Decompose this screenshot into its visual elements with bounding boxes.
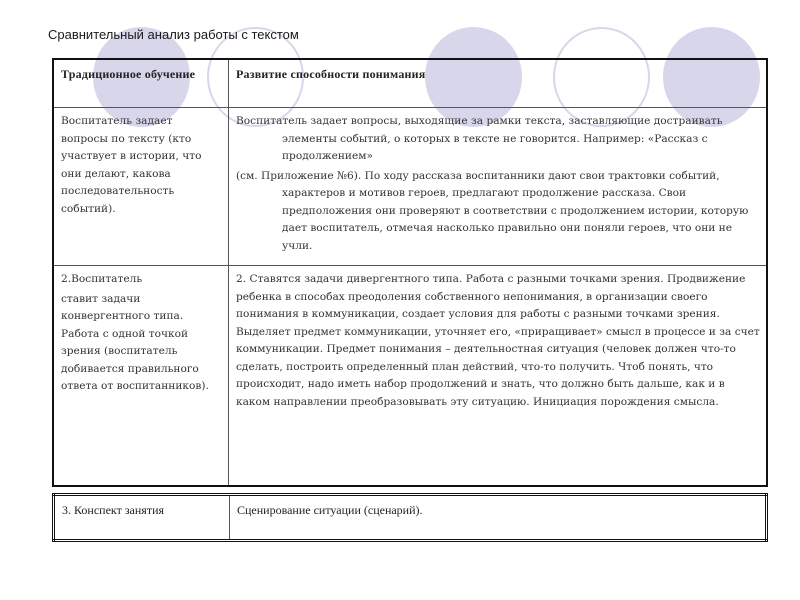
cell-paragraph: Воспитатель задает вопросы, выходящие за рамки текста, заставляющие достраивать элементы событий, о которых в тексте не говорится. Например: «Рассказ с продолжением» [236,115,723,162]
table-row [53,108,767,266]
slide-title: Сравнительный анализ работы с текстом [48,27,299,42]
cell-understanding [229,108,768,266]
cell-paragraph: 2.Воспитатель [61,273,143,285]
lesson-plan-table [52,493,768,542]
table-row [53,266,767,487]
cell-lesson-plan-label: 3. Конспект занятия [54,495,230,541]
cell-understanding: 2. Ставятся задачи дивергентного типа. Работа с разными точками зрения. Продвижение ребенка в способах преодоления собственного непонимания, в организации своего понимания в коммуникации, создает условия для работы с разными точками зрения. Выделяет предмет коммуникации, уточняет его, «приращивает» смысл в процессе и за счет коммуникации. Предмет понимания – деятельностная ситуация (человек должен что-то сделать, построить определенный план действий, что-то получить. Чтоб понять, что происходит, надо иметь набор продолжений и знать, что должно быть дальше, как и в каком направлении преобразовывать эту ситуацию. Инициация порождения смысла. [229,266,768,487]
table-row [54,495,767,541]
table-header-row [53,59,767,108]
cell-traditional [53,266,229,487]
cell-traditional: Воспитатель задает вопросы по тексту (кто участвует в истории, что они делают, какова последовательность событий). [53,108,229,266]
header-understanding: Развитие способности понимания [229,59,768,108]
header-traditional: Традиционное обучение [53,59,229,108]
cell-paragraph: ставит задачи конвергентного типа. Работа с одной точкой зрения (воспитатель добивается правильного ответа от воспитанников). [61,292,209,392]
comparison-table [52,58,768,487]
cell-lesson-plan-value: Сценирование ситуации (сценарий). [230,495,767,541]
cell-paragraph: (см. Приложение №6). По ходу рассказа воспитанники дают свои трактовки событий, характеров и мотивов героев, предлагают продолжение рассказа. Свои предположения они проверяют в соответствии с продолжением истории, которую дает воспитатель, отмечая насколько правильно они поняли героев, что они не учли. [236,169,749,252]
